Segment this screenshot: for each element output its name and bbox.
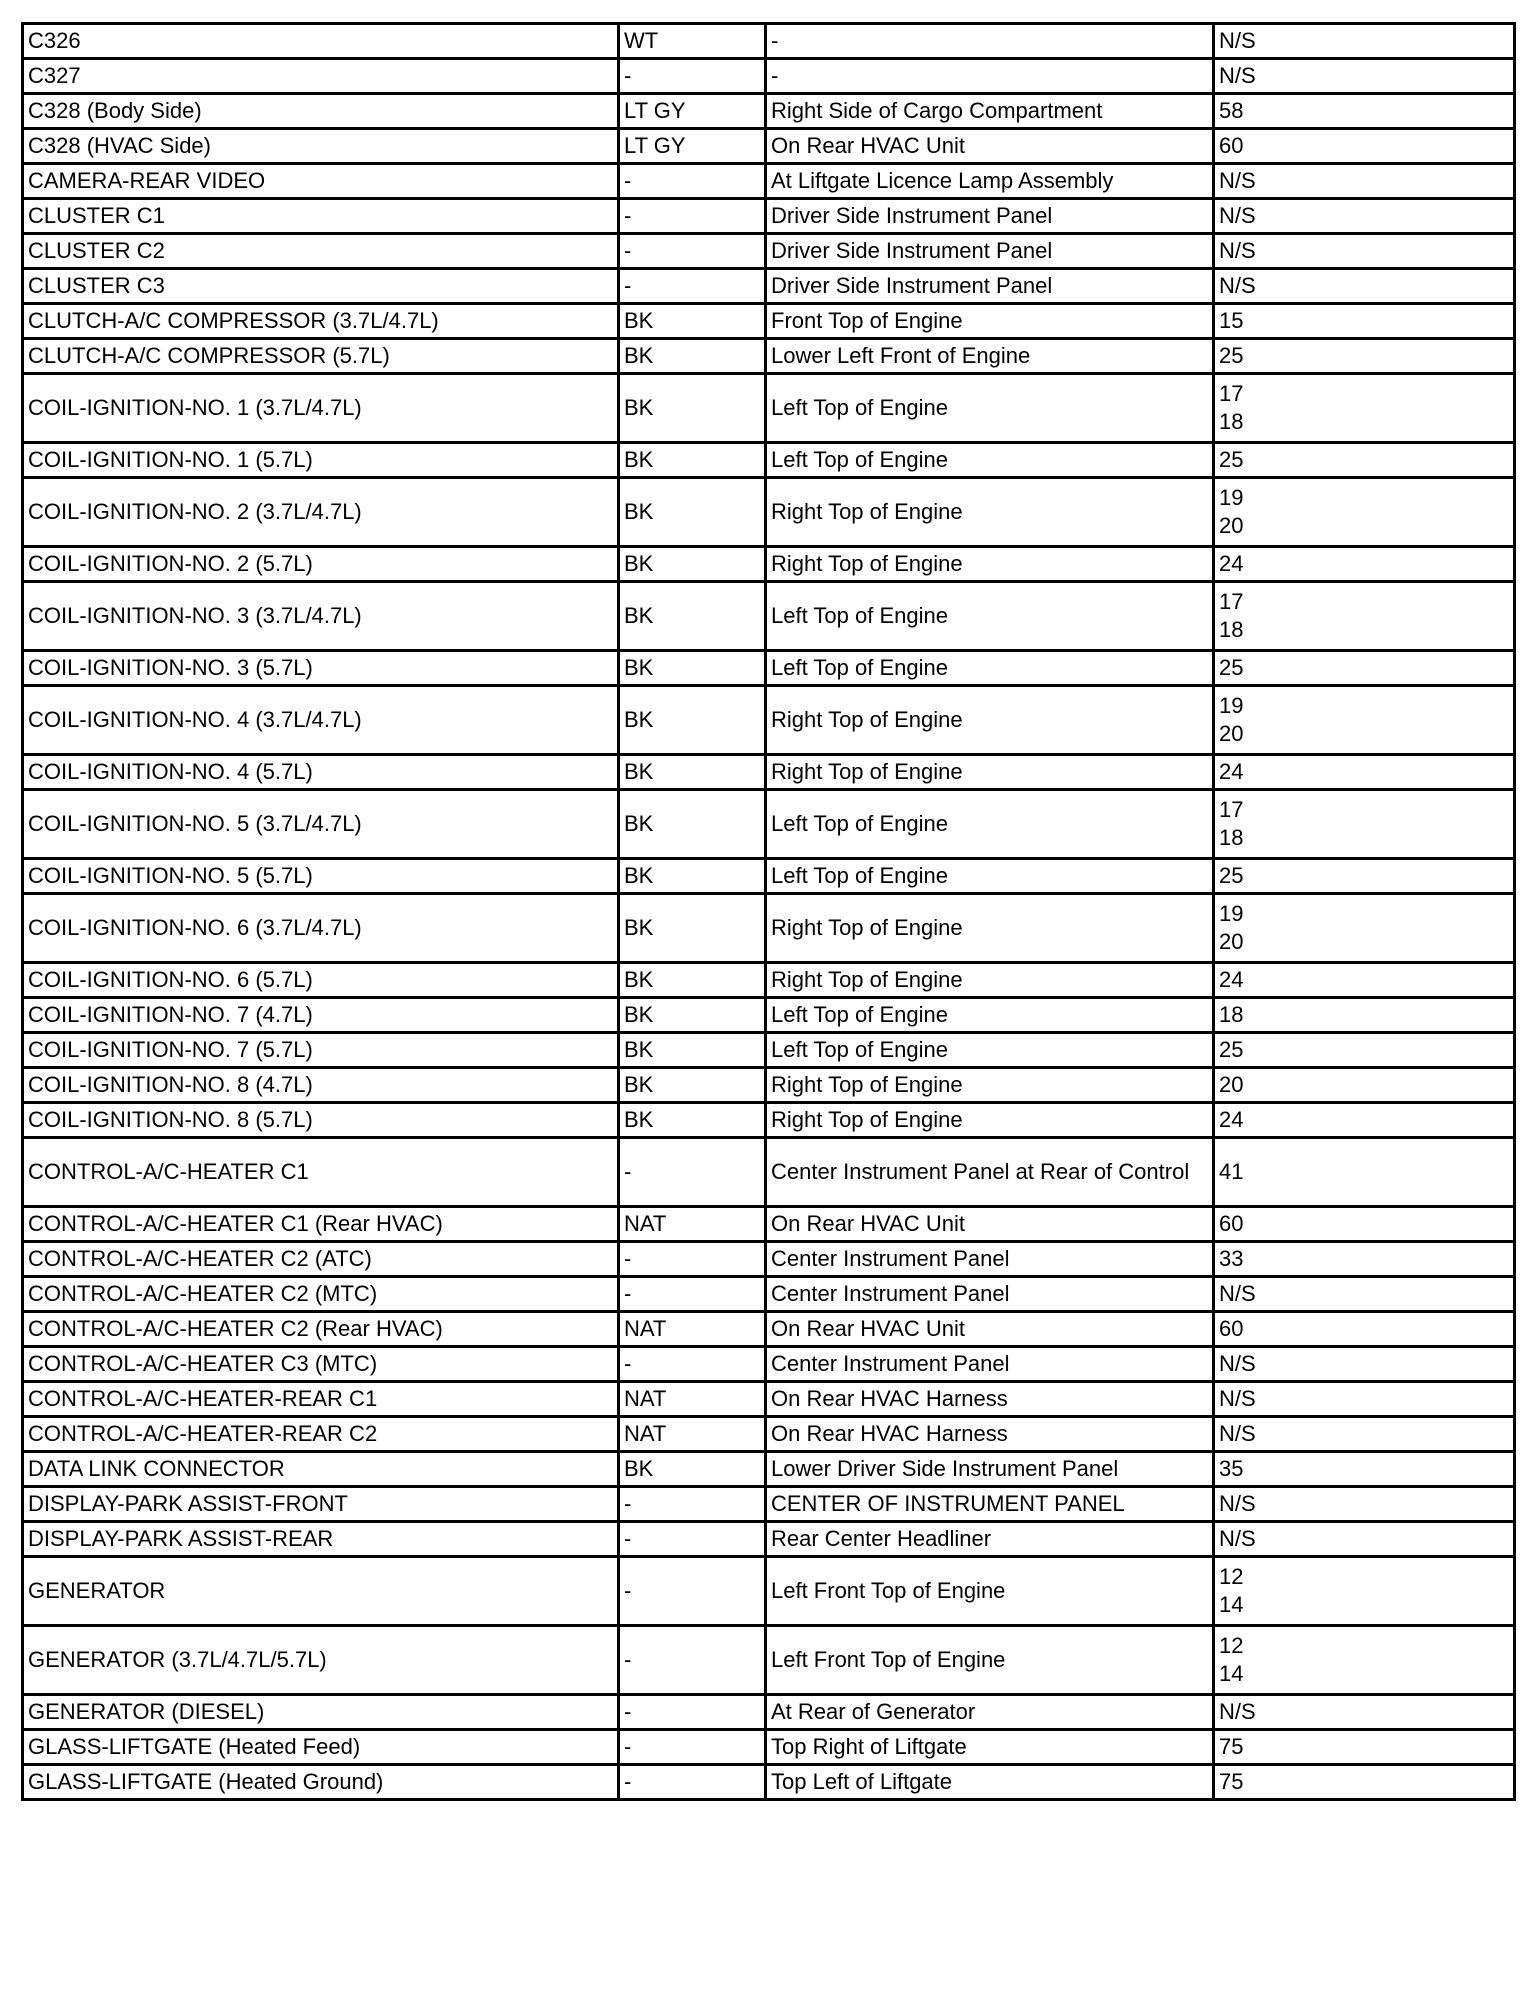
table-row (23, 24, 1515, 59)
connector-color-cell: - (619, 1138, 766, 1207)
figure-cell (1214, 129, 1515, 164)
table-row (23, 1417, 1515, 1452)
connector-color-cell: - (619, 1765, 766, 1800)
figure-cell (1214, 339, 1515, 374)
connector-color-cell: BK (619, 790, 766, 859)
connector-color-cell: BK (619, 478, 766, 547)
table-row (23, 129, 1515, 164)
location-cell: Top Right of Liftgate (766, 1730, 1214, 1765)
location-cell: Left Top of Engine (766, 651, 1214, 686)
figure-cell (1214, 1138, 1515, 1207)
connector-color-cell: BK (619, 1103, 766, 1138)
figure-cell (1214, 963, 1515, 998)
figure-number: 19 (1219, 485, 1244, 510)
figure-cell (1214, 1347, 1515, 1382)
connector-color-cell: LT GY (619, 94, 766, 129)
location-cell: Left Front Top of Engine (766, 1626, 1214, 1695)
figure-number: N/S (1219, 28, 1256, 53)
location-cell: Center Instrument Panel (766, 1242, 1214, 1277)
figure-cell (1214, 859, 1515, 894)
figure-number: 25 (1219, 655, 1244, 680)
connector-name-cell: COIL-IGNITION-NO. 5 (5.7L) (23, 859, 619, 894)
connector-name-cell: CONTROL-A/C-HEATER-REAR C2 (23, 1417, 619, 1452)
location-cell: Left Top of Engine (766, 998, 1214, 1033)
figure-number: 75 (1219, 1769, 1244, 1794)
connector-color-cell: - (619, 1695, 766, 1730)
connector-color-cell: - (619, 199, 766, 234)
figure-cell (1214, 1522, 1515, 1557)
location-cell: CENTER OF INSTRUMENT PANEL (766, 1487, 1214, 1522)
table-row (23, 1730, 1515, 1765)
figure-number: 25 (1219, 343, 1244, 368)
connector-name-cell: COIL-IGNITION-NO. 1 (3.7L/4.7L) (23, 374, 619, 443)
figure-number: 24 (1219, 759, 1244, 784)
figure-cell (1214, 1103, 1515, 1138)
table-row (23, 1277, 1515, 1312)
figure-number: N/S (1219, 1386, 1256, 1411)
connector-color-cell: - (619, 164, 766, 199)
figure-number: 12 (1219, 1564, 1244, 1589)
figure-cell (1214, 1417, 1515, 1452)
figure-number: N/S (1219, 63, 1256, 88)
figure-cell (1214, 651, 1515, 686)
connector-name-cell: DISPLAY-PARK ASSIST-FRONT (23, 1487, 619, 1522)
connector-color-cell: NAT (619, 1417, 766, 1452)
connector-color-cell: BK (619, 894, 766, 963)
figure-cell (1214, 1557, 1515, 1626)
figure-cell (1214, 1765, 1515, 1800)
figure-number: 12 (1219, 1633, 1244, 1658)
table-row (23, 1765, 1515, 1800)
table-row (23, 1487, 1515, 1522)
connector-name-cell: CONTROL-A/C-HEATER C2 (ATC) (23, 1242, 619, 1277)
connector-color-cell: BK (619, 963, 766, 998)
figure-cell (1214, 686, 1515, 755)
connector-color-cell: - (619, 1626, 766, 1695)
location-cell: Right Top of Engine (766, 894, 1214, 963)
figure-number: 14 (1219, 1661, 1244, 1686)
location-cell: Left Top of Engine (766, 1033, 1214, 1068)
figure-cell (1214, 1068, 1515, 1103)
figure-number: 17 (1219, 797, 1244, 822)
connector-name-cell: COIL-IGNITION-NO. 3 (3.7L/4.7L) (23, 582, 619, 651)
table-row (23, 1452, 1515, 1487)
figure-cell (1214, 94, 1515, 129)
connector-name-cell: CONTROL-A/C-HEATER C3 (MTC) (23, 1347, 619, 1382)
connector-name-cell: CLUTCH-A/C COMPRESSOR (3.7L/4.7L) (23, 304, 619, 339)
connector-color-cell: BK (619, 443, 766, 478)
figure-number: 58 (1219, 98, 1244, 123)
connector-color-cell: - (619, 234, 766, 269)
figure-number: 60 (1219, 1316, 1244, 1341)
location-cell: Lower Driver Side Instrument Panel (766, 1452, 1214, 1487)
figure-number: 41 (1219, 1159, 1244, 1184)
connector-name-cell: COIL-IGNITION-NO. 2 (5.7L) (23, 547, 619, 582)
figure-cell (1214, 24, 1515, 59)
connector-name-cell: CONTROL-A/C-HEATER C1 (23, 1138, 619, 1207)
location-cell: Left Top of Engine (766, 443, 1214, 478)
connector-name-cell: GENERATOR (DIESEL) (23, 1695, 619, 1730)
table-row (23, 1068, 1515, 1103)
figure-cell (1214, 547, 1515, 582)
connector-color-cell: NAT (619, 1382, 766, 1417)
figure-number: 18 (1219, 825, 1244, 850)
connector-color-cell: WT (619, 24, 766, 59)
connector-name-cell: COIL-IGNITION-NO. 4 (5.7L) (23, 755, 619, 790)
table-row (23, 894, 1515, 963)
figure-number: 19 (1219, 901, 1244, 926)
location-cell: Left Top of Engine (766, 790, 1214, 859)
connector-color-cell: LT GY (619, 129, 766, 164)
figure-cell (1214, 1033, 1515, 1068)
figure-number: 20 (1219, 721, 1244, 746)
connector-name-cell: DATA LINK CONNECTOR (23, 1452, 619, 1487)
figure-number: N/S (1219, 1526, 1256, 1551)
figure-number: 18 (1219, 409, 1244, 434)
figure-cell (1214, 478, 1515, 547)
table-row (23, 1557, 1515, 1626)
figure-number: 25 (1219, 863, 1244, 888)
connector-name-cell: CLUSTER C2 (23, 234, 619, 269)
figure-cell (1214, 164, 1515, 199)
figure-cell (1214, 1626, 1515, 1695)
figure-number: N/S (1219, 168, 1256, 193)
figure-cell (1214, 1382, 1515, 1417)
figure-cell (1214, 1452, 1515, 1487)
location-cell: Right Top of Engine (766, 963, 1214, 998)
location-cell: Left Top of Engine (766, 582, 1214, 651)
figure-number: 60 (1219, 1211, 1244, 1236)
table-row (23, 1242, 1515, 1277)
connector-name-cell: C327 (23, 59, 619, 94)
connector-name-cell: GLASS-LIFTGATE (Heated Feed) (23, 1730, 619, 1765)
location-cell: On Rear HVAC Harness (766, 1382, 1214, 1417)
connector-color-cell: BK (619, 339, 766, 374)
table-row (23, 790, 1515, 859)
table-row (23, 651, 1515, 686)
figure-number: 14 (1219, 1592, 1244, 1617)
connector-name-cell: CLUTCH-A/C COMPRESSOR (5.7L) (23, 339, 619, 374)
connector-name-cell: CLUSTER C3 (23, 269, 619, 304)
table-body (23, 24, 1515, 1800)
connector-color-cell: BK (619, 998, 766, 1033)
figure-cell (1214, 374, 1515, 443)
figure-cell (1214, 1730, 1515, 1765)
location-cell: Right Top of Engine (766, 547, 1214, 582)
figure-number: 19 (1219, 693, 1244, 718)
connector-color-cell: BK (619, 1452, 766, 1487)
connector-color-cell: BK (619, 582, 766, 651)
figure-number: N/S (1219, 1421, 1256, 1446)
location-cell: Front Top of Engine (766, 304, 1214, 339)
table-row (23, 755, 1515, 790)
connector-name-cell: COIL-IGNITION-NO. 8 (5.7L) (23, 1103, 619, 1138)
figure-number: 25 (1219, 447, 1244, 472)
figure-cell (1214, 199, 1515, 234)
connector-color-cell: BK (619, 859, 766, 894)
location-cell: On Rear HVAC Harness (766, 1417, 1214, 1452)
figure-number: 17 (1219, 381, 1244, 406)
connector-name-cell: CONTROL-A/C-HEATER C1 (Rear HVAC) (23, 1207, 619, 1242)
connector-color-cell: BK (619, 1068, 766, 1103)
figure-cell (1214, 894, 1515, 963)
table-row (23, 94, 1515, 129)
connector-name-cell: C328 (Body Side) (23, 94, 619, 129)
figure-number: 15 (1219, 308, 1244, 333)
connector-color-cell: - (619, 1487, 766, 1522)
table-row (23, 478, 1515, 547)
connector-color-cell: - (619, 59, 766, 94)
figure-cell (1214, 1207, 1515, 1242)
location-cell: - (766, 24, 1214, 59)
figure-cell (1214, 1695, 1515, 1730)
location-cell: Rear Center Headliner (766, 1522, 1214, 1557)
figure-number: 24 (1219, 1107, 1244, 1132)
connector-color-cell: BK (619, 547, 766, 582)
connector-color-cell: BK (619, 1033, 766, 1068)
connector-color-cell: NAT (619, 1207, 766, 1242)
figure-cell (1214, 755, 1515, 790)
connector-name-cell: COIL-IGNITION-NO. 4 (3.7L/4.7L) (23, 686, 619, 755)
table-row (23, 443, 1515, 478)
connector-color-cell: - (619, 1557, 766, 1626)
location-cell: Driver Side Instrument Panel (766, 199, 1214, 234)
table-row (23, 164, 1515, 199)
connector-color-cell: BK (619, 686, 766, 755)
connector-name-cell: COIL-IGNITION-NO. 2 (3.7L/4.7L) (23, 478, 619, 547)
table-row (23, 1138, 1515, 1207)
table-row (23, 199, 1515, 234)
figure-number: 24 (1219, 967, 1244, 992)
table-row (23, 234, 1515, 269)
location-cell: At Liftgate Licence Lamp Assembly (766, 164, 1214, 199)
figure-cell (1214, 998, 1515, 1033)
location-cell: Right Top of Engine (766, 478, 1214, 547)
connector-color-cell: BK (619, 374, 766, 443)
connector-name-cell: GENERATOR (3.7L/4.7L/5.7L) (23, 1626, 619, 1695)
figure-number: N/S (1219, 273, 1256, 298)
table-row (23, 1347, 1515, 1382)
figure-number: 20 (1219, 513, 1244, 538)
connector-color-cell: - (619, 1277, 766, 1312)
location-cell: Left Front Top of Engine (766, 1557, 1214, 1626)
location-cell: Center Instrument Panel at Rear of Control (766, 1138, 1214, 1207)
table-row (23, 686, 1515, 755)
location-cell: On Rear HVAC Unit (766, 1312, 1214, 1347)
table-row (23, 1207, 1515, 1242)
location-cell: At Rear of Generator (766, 1695, 1214, 1730)
figure-number: N/S (1219, 203, 1256, 228)
connector-color-cell: - (619, 1730, 766, 1765)
location-cell: Top Left of Liftgate (766, 1765, 1214, 1800)
location-cell: Right Top of Engine (766, 1068, 1214, 1103)
location-cell: Right Side of Cargo Compartment (766, 94, 1214, 129)
figure-number: 24 (1219, 551, 1244, 576)
connector-name-cell: C326 (23, 24, 619, 59)
connector-name-cell: GENERATOR (23, 1557, 619, 1626)
figure-cell (1214, 790, 1515, 859)
figure-number: N/S (1219, 1351, 1256, 1376)
connector-color-cell: - (619, 1522, 766, 1557)
connector-color-cell: BK (619, 304, 766, 339)
connector-location-table (21, 22, 1516, 1801)
connector-name-cell: COIL-IGNITION-NO. 6 (3.7L/4.7L) (23, 894, 619, 963)
figure-cell (1214, 1277, 1515, 1312)
connector-name-cell: COIL-IGNITION-NO. 1 (5.7L) (23, 443, 619, 478)
figure-number: N/S (1219, 1281, 1256, 1306)
connector-name-cell: COIL-IGNITION-NO. 3 (5.7L) (23, 651, 619, 686)
figure-number: N/S (1219, 1699, 1256, 1724)
table-row (23, 547, 1515, 582)
figure-number: 20 (1219, 929, 1244, 954)
figure-number: 18 (1219, 1002, 1244, 1027)
figure-number: N/S (1219, 1491, 1256, 1516)
location-cell: Left Top of Engine (766, 374, 1214, 443)
table-row (23, 304, 1515, 339)
table-row (23, 1626, 1515, 1695)
table-row (23, 582, 1515, 651)
location-cell: Right Top of Engine (766, 1103, 1214, 1138)
location-cell: Driver Side Instrument Panel (766, 269, 1214, 304)
figure-cell (1214, 1487, 1515, 1522)
connector-name-cell: CAMERA-REAR VIDEO (23, 164, 619, 199)
location-cell: On Rear HVAC Unit (766, 129, 1214, 164)
figure-number: N/S (1219, 238, 1256, 263)
location-cell: Right Top of Engine (766, 755, 1214, 790)
location-cell: On Rear HVAC Unit (766, 1207, 1214, 1242)
table-row (23, 1103, 1515, 1138)
table-row (23, 1382, 1515, 1417)
figure-number: 33 (1219, 1246, 1244, 1271)
table-row (23, 59, 1515, 94)
connector-color-cell: NAT (619, 1312, 766, 1347)
table-row (23, 1695, 1515, 1730)
table-row (23, 1033, 1515, 1068)
figure-number: 25 (1219, 1037, 1244, 1062)
connector-name-cell: CONTROL-A/C-HEATER C2 (Rear HVAC) (23, 1312, 619, 1347)
connector-name-cell: DISPLAY-PARK ASSIST-REAR (23, 1522, 619, 1557)
location-cell: Lower Left Front of Engine (766, 339, 1214, 374)
figure-cell (1214, 1312, 1515, 1347)
figure-number: 17 (1219, 589, 1244, 614)
figure-number: 18 (1219, 617, 1244, 642)
figure-cell (1214, 582, 1515, 651)
connector-name-cell: COIL-IGNITION-NO. 6 (5.7L) (23, 963, 619, 998)
table-row (23, 269, 1515, 304)
table-row (23, 998, 1515, 1033)
connector-name-cell: COIL-IGNITION-NO. 7 (4.7L) (23, 998, 619, 1033)
figure-cell (1214, 304, 1515, 339)
location-cell: Right Top of Engine (766, 686, 1214, 755)
table-row (23, 374, 1515, 443)
table-row (23, 339, 1515, 374)
connector-name-cell: C328 (HVAC Side) (23, 129, 619, 164)
connector-name-cell: CONTROL-A/C-HEATER C2 (MTC) (23, 1277, 619, 1312)
table-row (23, 859, 1515, 894)
figure-cell (1214, 1242, 1515, 1277)
table-row (23, 1312, 1515, 1347)
connector-name-cell: GLASS-LIFTGATE (Heated Ground) (23, 1765, 619, 1800)
figure-number: 75 (1219, 1734, 1244, 1759)
figure-number: 60 (1219, 133, 1244, 158)
connector-color-cell: - (619, 1347, 766, 1382)
connector-color-cell: BK (619, 651, 766, 686)
figure-number: 20 (1219, 1072, 1244, 1097)
connector-name-cell: CLUSTER C1 (23, 199, 619, 234)
figure-cell (1214, 443, 1515, 478)
connector-name-cell: CONTROL-A/C-HEATER-REAR C1 (23, 1382, 619, 1417)
location-cell: Left Top of Engine (766, 859, 1214, 894)
connector-color-cell: - (619, 1242, 766, 1277)
connector-color-cell: BK (619, 755, 766, 790)
connector-color-cell: - (619, 269, 766, 304)
table-row (23, 1522, 1515, 1557)
figure-cell (1214, 59, 1515, 94)
table-row (23, 963, 1515, 998)
location-cell: Center Instrument Panel (766, 1347, 1214, 1382)
location-cell: - (766, 59, 1214, 94)
figure-cell (1214, 234, 1515, 269)
location-cell: Center Instrument Panel (766, 1277, 1214, 1312)
location-cell: Driver Side Instrument Panel (766, 234, 1214, 269)
connector-name-cell: COIL-IGNITION-NO. 8 (4.7L) (23, 1068, 619, 1103)
figure-cell (1214, 269, 1515, 304)
figure-number: 35 (1219, 1456, 1244, 1481)
connector-name-cell: COIL-IGNITION-NO. 5 (3.7L/4.7L) (23, 790, 619, 859)
connector-name-cell: COIL-IGNITION-NO. 7 (5.7L) (23, 1033, 619, 1068)
